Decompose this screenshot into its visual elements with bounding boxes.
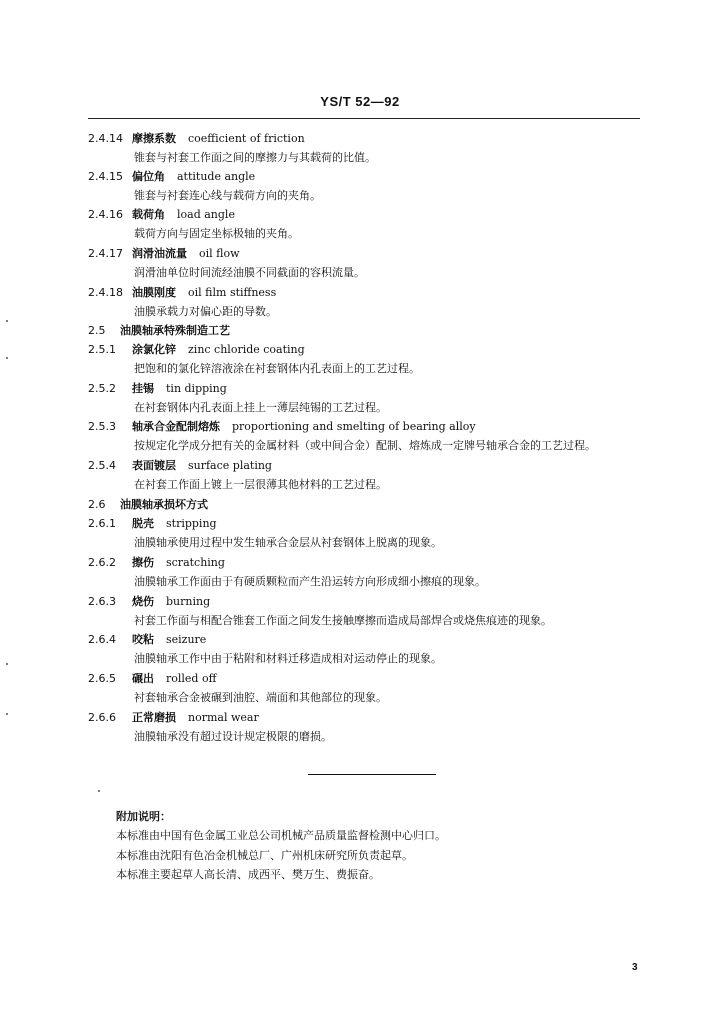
term-chinese: 润滑油流量: [132, 247, 187, 260]
term-english: oil film stiffness: [188, 286, 277, 299]
term-definition: 衬套工作面与相配合锥套工作面之间发生接触摩擦而造成局部焊合或烧焦痕迹的现象。: [134, 614, 552, 627]
term-number: 2.4.16: [88, 208, 123, 221]
term-entry: [88, 343, 305, 357]
term-english: scratching: [166, 556, 225, 569]
term-english: tin dipping: [166, 382, 227, 395]
term-definition: 油膜轴承没有超过设计规定极限的磨损。: [134, 730, 332, 743]
section-number: 2.6: [88, 498, 106, 511]
term-entry: [88, 170, 255, 184]
term-definition: 衬套轴承合金被碾到油腔、端面和其他部位的现象。: [134, 691, 387, 704]
term-chinese: 咬粘: [132, 633, 154, 646]
term-entry: [88, 382, 227, 396]
term-english: rolled off: [166, 672, 217, 685]
term-chinese: 涂氯化锌: [132, 343, 176, 356]
scan-speck: [98, 790, 100, 792]
term-entry: [88, 556, 225, 570]
term-definition: 油膜轴承工作面由于有硬质颗粒而产生沿运转方向形成细小擦痕的现象。: [134, 575, 486, 588]
note-line: 本标准主要起草人高长清、成西平、樊万生、费振奋。: [116, 868, 380, 881]
term-chinese: 轴承合金配制熔炼: [132, 420, 220, 433]
term-english: zinc chloride coating: [188, 343, 305, 356]
term-definition: 在衬套钢体内孔表面上挂上一薄层纯锡的工艺过程。: [134, 401, 387, 414]
term-english: seizure: [166, 633, 207, 646]
term-english: oil flow: [199, 247, 240, 260]
term-number: 2.6.4: [88, 633, 116, 646]
note-line: 本标准由中国有色金属工业总公司机械产品质量监督检测中心归口。: [116, 829, 446, 842]
term-chinese: 烧伤: [132, 595, 154, 608]
term-chinese: 油膜刚度: [132, 286, 176, 299]
term-number: 2.6.2: [88, 556, 116, 569]
term-number: 2.5.4: [88, 459, 116, 472]
term-entry: [88, 132, 305, 146]
term-definition: 把饱和的氯化锌溶液涂在衬套钢体内孔表面上的工艺过程。: [134, 362, 420, 375]
term-definition: 锥套与衬套连心线与载荷方向的夹角。: [134, 189, 321, 202]
term-chinese: 擦伤: [132, 556, 154, 569]
page-number: 3: [632, 962, 638, 973]
term-english: normal wear: [188, 711, 259, 724]
term-definition: 油膜轴承使用过程中发生轴承合金层从衬套钢体上脱离的现象。: [134, 536, 442, 549]
term-english: proportioning and smelting of bearing alloy: [232, 420, 476, 433]
term-english: coefficient of friction: [188, 132, 305, 145]
term-chinese: 挂锡: [132, 382, 154, 395]
term-entry: [88, 208, 235, 222]
term-entry: [88, 595, 210, 609]
notes-title: 附加说明：: [116, 810, 171, 823]
term-number: 2.5.1: [88, 343, 116, 356]
header-rule: [88, 118, 640, 119]
section-title: 油膜轴承损坏方式: [120, 498, 208, 511]
term-english: attitude angle: [177, 170, 256, 183]
term-definition: 润滑油单位时间流经油膜不同截面的容积流量。: [134, 266, 365, 279]
term-chinese: 载荷角: [132, 208, 165, 221]
scan-speck: [6, 663, 8, 665]
term-number: 2.4.15: [88, 170, 123, 183]
term-english: load angle: [177, 208, 235, 221]
term-english: burning: [166, 595, 211, 608]
section-title: 油膜轴承特殊制造工艺: [120, 324, 230, 337]
term-entry: [88, 517, 217, 531]
page-header: YS/T 52—92: [320, 94, 400, 109]
term-entry: [88, 420, 476, 434]
term-entry: [88, 459, 272, 473]
term-entry: [88, 247, 240, 261]
term-entry: [88, 286, 276, 300]
section-heading: [88, 324, 230, 338]
term-number: 2.5.3: [88, 420, 116, 433]
term-number: 2.5.2: [88, 382, 116, 395]
term-english: stripping: [166, 517, 217, 530]
term-number: 2.4.17: [88, 247, 123, 260]
end-rule: [308, 774, 436, 775]
term-entry: [88, 672, 216, 686]
term-definition: 锥套与衬套工作面之间的摩擦力与其载荷的比值。: [134, 151, 376, 164]
note-line: 本标准由沈阳有色冶金机械总厂、广州机床研究所负责起草。: [116, 849, 413, 862]
scan-speck: [6, 357, 8, 359]
term-number: 2.4.14: [88, 132, 123, 145]
scan-speck: [6, 713, 8, 715]
term-number: 2.6.6: [88, 711, 116, 724]
term-chinese: 摩擦系数: [132, 132, 176, 145]
term-chinese: 表面镀层: [132, 459, 176, 472]
term-number: 2.6.5: [88, 672, 116, 685]
term-number: 2.4.18: [88, 286, 123, 299]
term-chinese: 脱壳: [132, 517, 154, 530]
term-entry: [88, 633, 206, 647]
term-definition: 按规定化学成分把有关的金属材料（或中间合金）配制、熔炼成一定牌号轴承合金的工艺过程。: [134, 439, 596, 452]
term-definition: 在衬套工作面上镀上一层很薄其他材料的工艺过程。: [134, 478, 387, 491]
term-definition: 油膜承载力对偏心距的导数。: [134, 305, 277, 318]
scan-speck: [6, 320, 8, 322]
term-number: 2.6.3: [88, 595, 116, 608]
term-definition: 载荷方向与固定坐标极轴的夹角。: [134, 227, 299, 240]
term-number: 2.6.1: [88, 517, 116, 530]
section-number: 2.5: [88, 324, 106, 337]
term-chinese: 碾出: [132, 672, 154, 685]
term-definition: 油膜轴承工作中由于粘附和材料迁移造成相对运动停止的现象。: [134, 652, 442, 665]
section-heading: [88, 498, 208, 512]
term-chinese: 正常磨损: [132, 711, 176, 724]
term-chinese: 偏位角: [132, 170, 165, 183]
term-english: surface plating: [188, 459, 272, 472]
term-entry: [88, 711, 259, 725]
